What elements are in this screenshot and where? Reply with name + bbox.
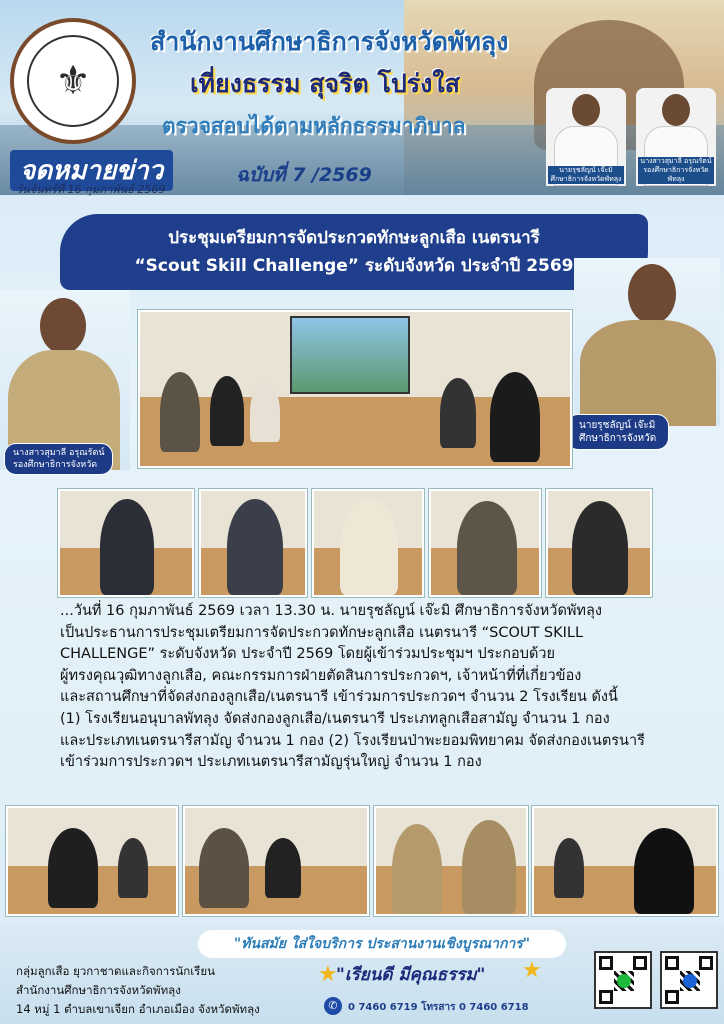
participant bbox=[265, 838, 301, 898]
body-line-8: เข้าร่วมการประกวดฯ ประเภทเนตรนารีสามัญรุ่นใหญ่ จำนวน 1 กอง bbox=[60, 754, 482, 771]
qr-finder bbox=[699, 956, 713, 970]
dept-line-2: สำนักงานศึกษาธิการจังหวัดพัทลุง bbox=[16, 983, 181, 997]
official-2-caption: นางสาวสุมาลี อรุณรัตน์ รองศึกษาธิการจังหวัดพัทลุง bbox=[638, 157, 714, 184]
headline-line-2: “Scout Skill Challenge” ระดับจังหวัด ประจำปี 2569 bbox=[134, 256, 574, 276]
body-line-7: และประเภทเนตรนารีสามัญ จำนวน 1 กอง (2) โรงเรียนป่าพะยอมพิทยาคม จัดส่งกองเนตรนารี bbox=[60, 732, 645, 749]
service-slogan: "ทันสมัย ใส่ใจบริการ ประสานงานเชิงบูรณาการ" bbox=[198, 930, 566, 958]
attendee bbox=[210, 376, 244, 446]
director-role: ศึกษาธิการจังหวัด bbox=[579, 433, 657, 444]
deputy-role: รองศึกษาธิการจังหวัด bbox=[13, 460, 98, 470]
values-slogan: "เรียนดี มีคุณธรรม" bbox=[336, 965, 486, 985]
participant bbox=[340, 499, 398, 595]
bottom-photo-1 bbox=[6, 806, 178, 916]
body-line-4: ผู้ทรงคุณวุฒิทางลูกเสือ, คณะกรรมการฝ่ายตัดสินการประกวดฯ, เจ้าหน้าที่ที่เกี่ยวข้อง bbox=[60, 667, 582, 684]
ministry-logo bbox=[10, 18, 136, 144]
participant bbox=[227, 499, 283, 595]
participant bbox=[634, 828, 694, 914]
star-icon: ★ bbox=[318, 962, 338, 987]
deputy-caption bbox=[4, 443, 113, 475]
official-1-head bbox=[572, 94, 600, 126]
dept-line-1: กลุ่มลูกเสือ ยุวกาชาดและกิจการนักเรียน bbox=[16, 964, 215, 978]
attendee bbox=[440, 378, 476, 448]
participant bbox=[572, 501, 628, 595]
attendee bbox=[490, 372, 540, 462]
qr-finder bbox=[599, 956, 613, 970]
star-icon: ★ bbox=[522, 958, 542, 983]
deputy-head bbox=[40, 298, 86, 354]
main-meeting-photo bbox=[138, 310, 572, 468]
qr-finder bbox=[665, 956, 679, 970]
body-line-5: และสถานศึกษาที่จัดส่งกองลูกเสือ/เนตรนารี เข้าร่วมการประกวดฯ จำนวน 2 โรงเรียน ดังนี้ bbox=[60, 689, 618, 706]
article-body bbox=[60, 601, 670, 774]
director-caption bbox=[566, 414, 669, 450]
participant-photo-5 bbox=[546, 489, 652, 597]
participant bbox=[392, 824, 442, 914]
participant bbox=[457, 501, 517, 595]
issue-number: ฉบับที่ 7 /2569 bbox=[236, 164, 372, 186]
participant-photo-4 bbox=[429, 489, 541, 597]
headline-line-1: ประชุมเตรียมการจัดประกวดทักษะลูกเสือ เนตรนารี bbox=[168, 228, 540, 248]
director-portrait bbox=[574, 258, 720, 426]
presentation-screen bbox=[290, 316, 410, 394]
participant-photo-1 bbox=[58, 489, 194, 597]
participant bbox=[554, 838, 584, 898]
director-head bbox=[628, 264, 676, 324]
director-name: นายรุชลัญน์ เจ๊ะมิ bbox=[579, 420, 656, 431]
body-line-6: (1) โรงเรียนอนุบาลพัทลุง จัดส่งกองลูกเสือ/เนตรนารี ประเภทลูกเสือสามัญ จำนวน 1 กอง bbox=[60, 710, 610, 727]
attendee bbox=[250, 382, 280, 442]
phone-icon: ✆ bbox=[324, 997, 342, 1015]
emblem-icon: ⚜ bbox=[27, 35, 119, 127]
office-subtitle: ตรวจสอบได้ตามหลักธรรมาภิบาล bbox=[162, 114, 466, 138]
bottom-photo-3 bbox=[374, 806, 528, 916]
official-2-head bbox=[662, 94, 690, 126]
monitor bbox=[118, 838, 148, 898]
line-qr-code[interactable] bbox=[594, 951, 652, 1009]
director-uniform bbox=[580, 320, 716, 426]
participant-photo-2 bbox=[199, 489, 307, 597]
participant bbox=[48, 828, 98, 908]
facebook-icon bbox=[683, 974, 697, 988]
office-title: สำนักงานศึกษาธิการจังหวัดพัทลุง bbox=[150, 27, 509, 56]
body-line-2: เป็นประธานการประชุมเตรียมการจัดประกวดทักษะลูกเสือ เนตรนารี “SCOUT SKILL bbox=[60, 624, 584, 641]
office-motto: เที่ยงธรรม สุจริต โปร่งใส bbox=[190, 69, 460, 98]
bottom-photo-4 bbox=[532, 806, 718, 916]
phone-number: 0 7460 6719 โทรสาร 0 7460 6718 bbox=[348, 1002, 529, 1013]
participant bbox=[199, 828, 249, 908]
line-icon bbox=[617, 974, 631, 988]
issue-date: วันจันทร์ที่ 16 กุมภาพันธ์ 2569 bbox=[16, 183, 166, 196]
attendee bbox=[160, 372, 200, 452]
bottom-photo-2 bbox=[183, 806, 369, 916]
qr-finder bbox=[665, 990, 679, 1004]
official-1-caption: นายรุชลัญน์ เจ๊ะมิ ศึกษาธิการจังหวัดพัทลุง bbox=[548, 166, 624, 184]
newsletter-label: จดหมายข่าว bbox=[10, 150, 173, 191]
headline-banner bbox=[60, 214, 648, 290]
participant-photo-3 bbox=[312, 489, 424, 597]
official-photo-1 bbox=[546, 88, 626, 186]
official-photo-2 bbox=[636, 88, 716, 186]
body-line-1: ...วันที่ 16 กุมภาพันธ์ 2569 เวลา 13.30 น. นายรุชลัญน์ เจ๊ะมิ ศึกษาธิการจังหวัดพัทลุง bbox=[60, 603, 602, 619]
department-address bbox=[16, 962, 260, 1019]
participant bbox=[462, 820, 516, 914]
facebook-qr-code[interactable] bbox=[660, 951, 718, 1009]
body-line-3: CHALLENGE” ระดับจังหวัด ประจำปี 2569 โดยผู้เข้าร่วมประชุมฯ ประกอบด้วย bbox=[60, 646, 556, 663]
deputy-name: นางสาวสุมาลี อรุณรัตน์ bbox=[13, 448, 105, 458]
qr-finder bbox=[599, 990, 613, 1004]
participant bbox=[100, 499, 154, 595]
qr-finder bbox=[633, 956, 647, 970]
dept-line-3: 14 หมู่ 1 ตำบลเขาเจียก อำเภอเมือง จังหวัดพัทลุง bbox=[16, 1002, 260, 1016]
